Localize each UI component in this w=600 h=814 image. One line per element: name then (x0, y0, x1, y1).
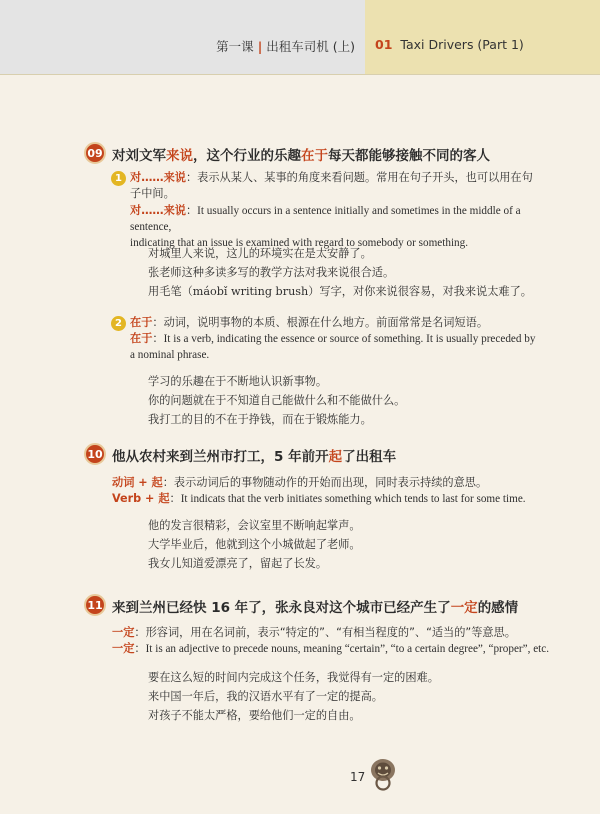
title-part: 的感情 (477, 600, 519, 616)
explanation-text-en: indicating that an issue is examined with regard to somebody or something. (130, 237, 469, 249)
title-keyword: 来说 (166, 148, 193, 164)
grammar-keyword: 在于 (130, 332, 153, 345)
example-sentence: 你的问题就在于不知道自己能做什么和不能做什么。 (148, 394, 406, 407)
example-sentences (148, 372, 405, 429)
sec11-chinese (112, 625, 562, 641)
grammar-keyword: 对……来说 (130, 171, 186, 184)
lesson-label: 第一课 (216, 39, 254, 54)
sec10-english (112, 491, 582, 507)
point-number-circle: 2 (111, 316, 126, 331)
point-2-english (130, 331, 560, 363)
title-part: 他从农村来到兰州市打工，5 年前开 (112, 449, 329, 465)
explanation-text: ：表示动词后的事物随动作的开始而出现，同时表示持续的意思。 (162, 476, 488, 489)
example-sentences (148, 668, 439, 725)
example-sentences (148, 516, 361, 573)
point-2-chinese (130, 315, 560, 331)
explanation-text-en: ：It is an adjective to precede nouns, meaning “certain”, “to a certain degree”, “proper”, etc. (134, 643, 550, 655)
header-divider: | (257, 39, 263, 54)
section-title (112, 596, 518, 616)
lion-door-knocker-icon (368, 758, 398, 796)
point-1-chinese (130, 170, 550, 202)
explanation-text-en: ：It is a verb, indicating the essence or source of something. It is usually preceded by (152, 333, 536, 345)
title-part: 了出租车 (342, 449, 397, 465)
grammar-keyword: 一定 (112, 642, 135, 655)
header-left-panel (0, 0, 365, 74)
chinese-lesson-title (216, 37, 355, 55)
example-sentence: 用毛笔（máobǐ writing brush）写字，对你来说很容易，对我来说太难了。 (148, 285, 532, 298)
title-keyword: 一定 (450, 600, 478, 616)
sec11-english (112, 641, 582, 657)
grammar-keyword: 一定 (112, 626, 135, 639)
example-sentence: 学习的乐趣在于不断地认识新事物。 (148, 375, 328, 388)
example-sentence: 要在这么短的时间内完成这个任务，我觉得有一定的困难。 (148, 671, 439, 684)
example-sentences (148, 244, 532, 301)
english-lesson-title (375, 37, 524, 52)
example-sentence: 他的发言很精彩，会议室里不断响起掌声。 (148, 519, 361, 532)
section-number-badge: 10 (84, 443, 106, 465)
page-number: 17 (350, 770, 366, 784)
section-title (112, 445, 396, 465)
explanation-text: ：表示从某人、某事的角度来看问题。常用在句子开头，也可以用在句 (185, 171, 533, 184)
explanation-text-en: a nominal phrase. (130, 349, 210, 361)
section-number-badge: 11 (84, 594, 106, 616)
sec10-chinese (112, 475, 562, 491)
point-number-circle: 1 (111, 171, 126, 186)
title-part: 来到兰州已经快 16 年了，张永良对这个城市已经产生了 (112, 600, 451, 616)
lesson-title-en: Taxi Drivers (Part 1) (400, 37, 524, 52)
title-part: 每天都能够接触不同的客人 (328, 148, 490, 164)
lesson-number: 01 (375, 37, 393, 52)
example-sentence: 来中国一年后，我的汉语水平有了一定的提高。 (148, 690, 383, 703)
explanation-text: 子中间。 (130, 187, 175, 200)
lesson-title-cn: 出租车司机 (上) (266, 39, 355, 54)
title-part: 对刘文军 (112, 148, 166, 164)
header-right-panel (365, 0, 600, 74)
grammar-keyword: 动词 + 起 (112, 476, 163, 489)
explanation-text: ：动词，说明事物的本质、根源在什么地方。前面常常是名词短语。 (152, 316, 489, 329)
explanation-text: ：形容词，用在名词前，表示“特定的”、“有相当程度的”、“适当的”等意思。 (134, 626, 516, 639)
example-sentence: 我打工的目的不在于挣钱，而在于锻炼能力。 (148, 413, 372, 426)
title-part: ，这个行业的乐趣 (193, 148, 301, 164)
grammar-keyword: Verb + 起 (112, 492, 170, 505)
example-sentence: 张老师这种多读多写的教学方法对我来说很合适。 (148, 266, 395, 279)
title-keyword: 起 (328, 449, 343, 465)
title-keyword: 在于 (301, 148, 328, 164)
example-sentence: 我女儿知道爱漂亮了，留起了长发。 (148, 557, 328, 570)
example-sentence: 大学毕业后，他就到这个小城做起了老师。 (148, 538, 361, 551)
example-sentence: 对城里人来说，这儿的环境实在是太安静了。 (148, 247, 372, 260)
grammar-keyword: 在于 (130, 316, 153, 329)
grammar-keyword: 对……来说 (130, 204, 186, 217)
section-number-badge: 09 (84, 142, 106, 164)
example-sentence: 对孩子不能太严格，要给他们一定的自由。 (148, 709, 361, 722)
header-divider-line (0, 74, 600, 75)
explanation-text-en: ：It indicats that the verb initiates something which tends to last for some time. (169, 493, 526, 505)
explanation-text-en: ：It usually occurs in a sentence initially and sometimes in the middle of a sentence, (130, 205, 521, 233)
section-title (112, 144, 490, 164)
